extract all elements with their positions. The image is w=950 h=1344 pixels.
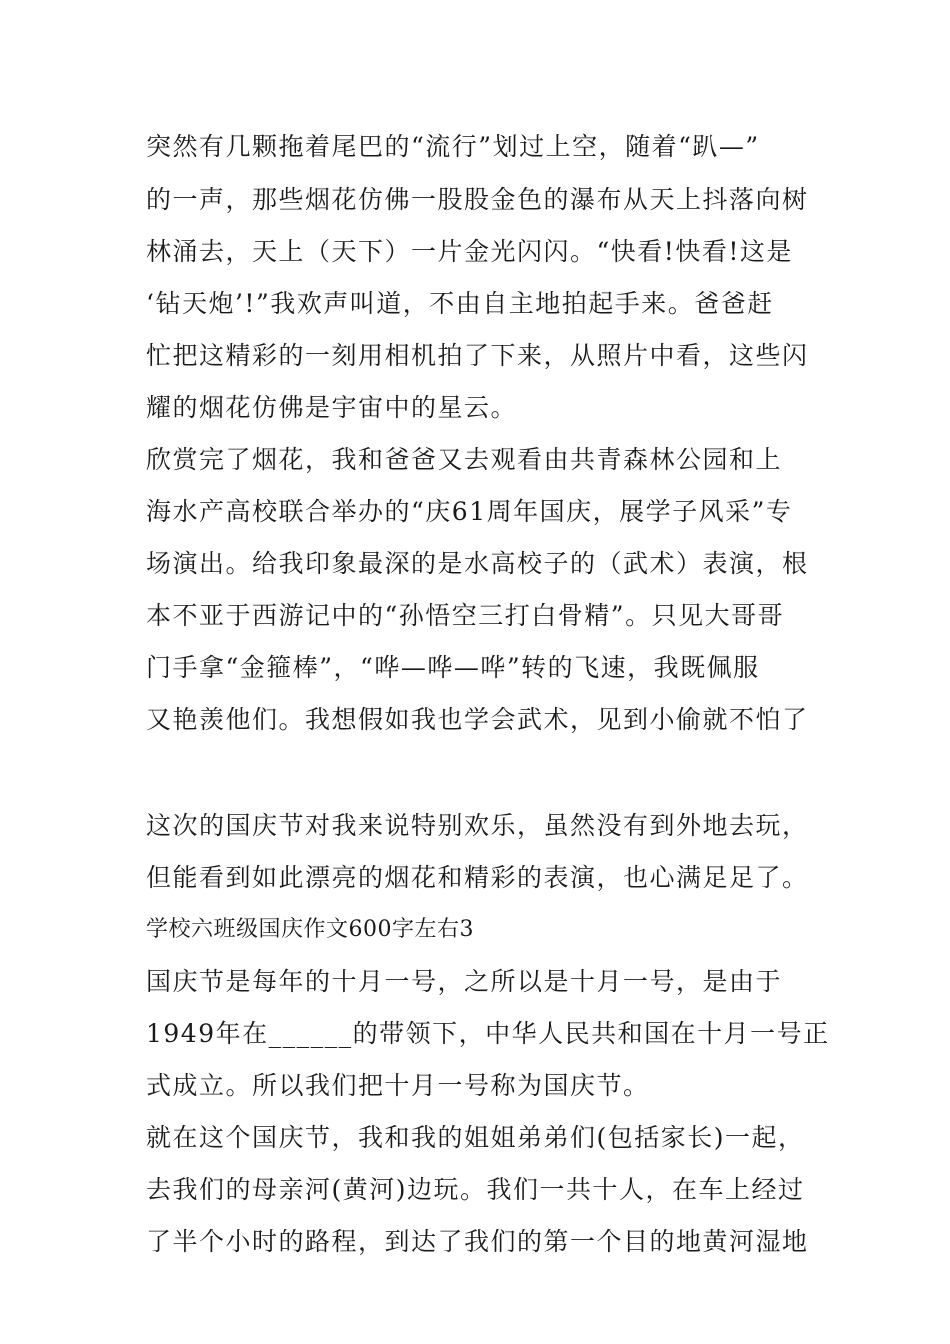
text-line: 海水产高校联合举办的“庆61周年国庆，展学子风采”专 <box>146 497 793 526</box>
text-line: 国庆节是每年的十月一号，之所以是十月一号，是由于 <box>146 967 783 996</box>
text-line: 耀的烟花仿佛是宇宙中的星云。 <box>146 393 518 422</box>
text-line: 式成立。所以我们把十月一号称为国庆节。 <box>146 1071 650 1100</box>
text-line: 林涌去，天上（天下）一片金光闪闪。“快看!快看!这是 <box>146 237 793 266</box>
text-line: 又艳羡他们。我想假如我也学会武术，见到小偷就不怕了 <box>146 705 809 734</box>
section-heading: 学校六班级国庆作文600字左右3 <box>146 917 474 942</box>
text-line: 的一声，那些烟花仿佛一股股金色的瀑布从天上抖落向树 <box>146 185 809 214</box>
text-line: 了半个小时的路程，到达了我们的第一个目的地黄河湿地 <box>146 1227 809 1256</box>
text-line: 就在这个国庆节，我和我的姐姐弟弟们(包括家长)一起， <box>146 1123 805 1152</box>
text-line: 但能看到如此漂亮的烟花和精彩的表演，也心满足足了。 <box>146 863 809 892</box>
text-line: 忙把这精彩的一刻用相机拍了下来，从照片中看，这些闪 <box>146 341 809 370</box>
text-line: 1949年在______的带领下，中华人民共和国在十月一号正 <box>146 1019 830 1048</box>
text-line: 突然有几颗拖着尾巴的“流行”划过上空，随着“趴—” <box>146 132 760 161</box>
text-line: 这次的国庆节对我来说特别欢乐，虽然没有到外地去玩， <box>146 811 809 840</box>
text-line: 门手拿“金箍棒”，“哗—哗—哗”转的飞速，我既佩服 <box>146 653 760 682</box>
text-line: 场演出。给我印象最深的是水高校子的（武术）表演，根 <box>146 549 809 578</box>
text-line: ‘钻天炮’!”我欢声叫道，不由自主地拍起手来。爸爸赶 <box>146 289 774 318</box>
text-line: 欣赏完了烟花，我和爸爸又去观看由共青森林公园和上 <box>146 445 783 474</box>
text-line: 本不亚于西游记中的“孙悟空三打白骨精”。只见大哥哥 <box>146 601 785 630</box>
text-line: 去我们的母亲河(黄河)边玩。我们一共十人，在车上经过 <box>146 1175 805 1204</box>
